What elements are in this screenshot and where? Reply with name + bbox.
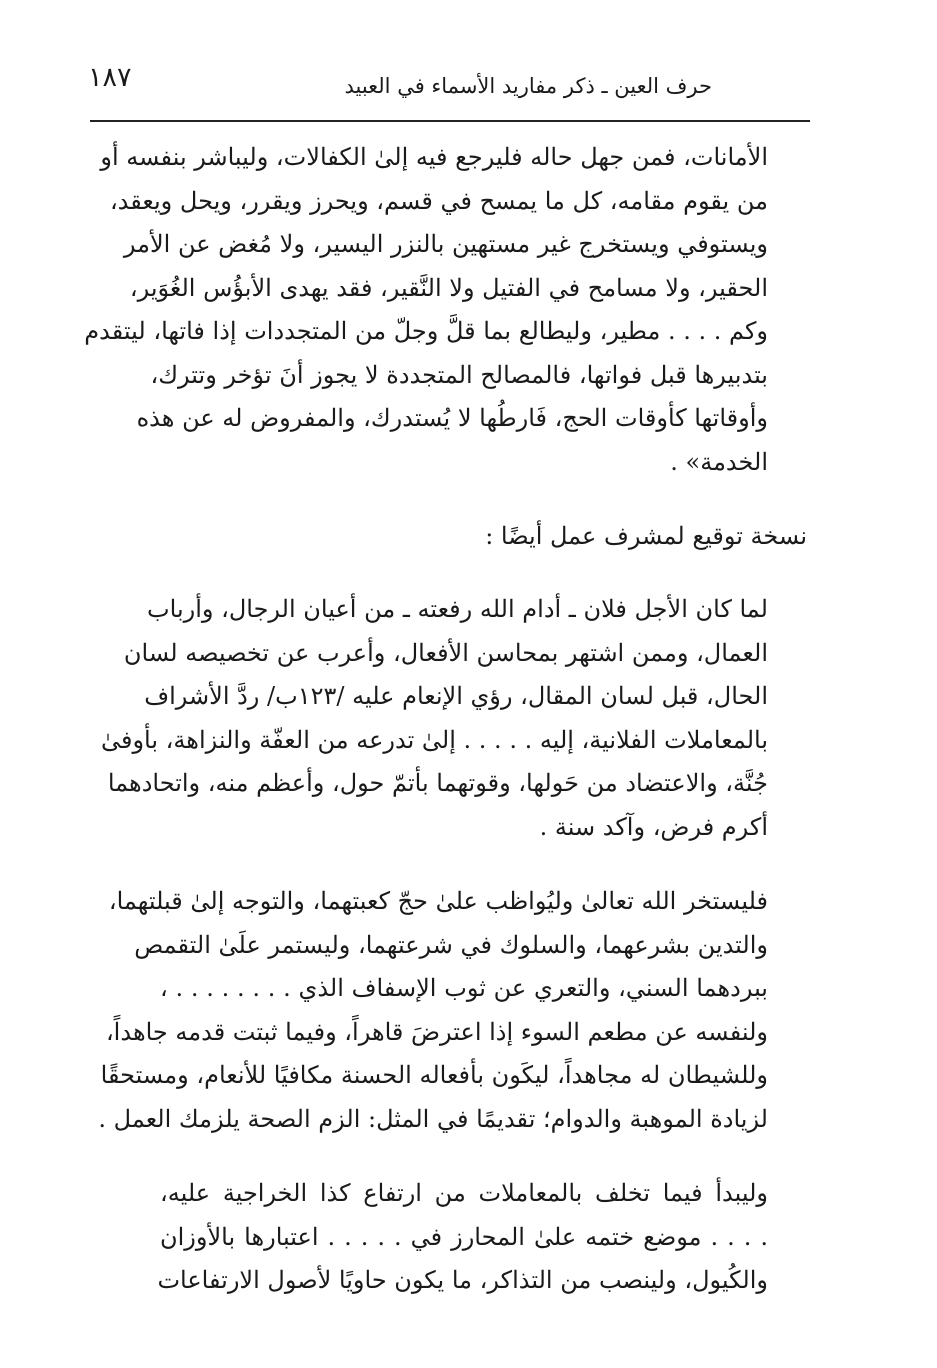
paragraph-continuation <box>84 136 768 484</box>
paragraph <box>98 880 768 1141</box>
text-line: والتدين بشرعهما، والسلوك في شرعتهما، وليستمر علَىٰ التقمص <box>134 930 768 959</box>
header-rule <box>90 120 810 122</box>
text-line: وأوقاتها كأوقات الحج، فَارطُها لا يُستدرك، والمفروض له عن هذه <box>136 404 768 432</box>
text-line: بالمعاملات الفلانية، إليه . . . . . إلىٰ تدرعه من العفّة والنزاهة، بأوفىٰ <box>100 725 768 754</box>
text-line: فليستخر الله تعالىٰ وليُواظب علىٰ حجّ كعبتهما، والتوجه إلىٰ قبلتهما، <box>108 887 768 915</box>
text-line: لما كان الأجل فلان ـ أدام الله رفعته ـ من أعيان الرجال، وأرباب <box>147 595 768 623</box>
text-line: وكم . . . . مطير، وليطالع بما قلَّ وجلّ من المتجددات إذا فاتها، ليتقدم <box>84 317 768 345</box>
page-number: ١٨٧ <box>88 62 132 93</box>
text-line: وليبدأ فيما تخلف بالمعاملات من ارتفاع كذا الخراجية عليه، <box>160 1179 768 1207</box>
text-line: . . . . موضع ختمه علىٰ المحارز في . . . . . اعتبارها بالأوزان <box>160 1222 768 1251</box>
text-line: الحقير، ولا مسامح في الفتيل ولا النَّقير، فقد يهدى الأبؤُس الغُوَير، <box>129 273 768 302</box>
text-line: العمال، وممن اشتهر بمحاسن الأفعال، وأعرب عن تخصيصه لسان <box>123 638 768 667</box>
text-line: أكرم فرض، وآكد سنة . <box>539 812 768 841</box>
text-line: بتدبيرها قبل فواتها، فالمصالح المتجددة لا يجوز أنَ تؤخر وتترك، <box>150 360 768 389</box>
text-line: ببردهما السني، والتعري عن ثوب الإسفاف الذي . . . . . . . . ، <box>160 974 768 1002</box>
text-line: الحال، قبل لسان المقال، رؤي الإنعام عليه /١٢٣ب/ ردَّ الأشراف <box>144 682 768 710</box>
text-line: الأمانات، فمن جهل حاله فليرجع فيه إلىٰ الكفالات، وليباشر بنفسه أو <box>100 143 768 171</box>
paragraph <box>157 1172 768 1303</box>
text-line: لزيادة الموهبة والدوام؛ تقديمًا في المثل: الزم الصحة يلزمك العمل . <box>98 1104 768 1133</box>
text-line: جُنَّة، والاعتضاد من حَولها، وقوتهما بأتمّ حول، وأعظم منه، واتحادهما <box>107 769 768 797</box>
text-line: ولنفسه عن مطعم السوء إذا اعترضَ قاهراً، وفيما ثبتت قدمه جاهداً، <box>105 1017 768 1046</box>
text-line: الخدمة» . <box>670 447 768 476</box>
text-line: من يقوم مقامه، كل ما يمسح في قسم، ويحرز ويقرر، ويحل ويعقد، <box>109 186 768 215</box>
text-line: وللشيطان له مجاهداً، ليكَون بأفعاله الحسنة مكافيًا للأنعام، ومستحقًا <box>100 1061 768 1089</box>
text-line: والكُيول، ولينصب من التذاكر، ما يكون حاويًا لأصول الارتفاعات <box>157 1266 768 1294</box>
paragraph <box>100 588 768 849</box>
text-line: ويستوفي ويستخرج غير مستهين بالنزر اليسير، ولا مُغض عن الأمر <box>123 230 768 258</box>
section-heading: نسخة توقيع لمشرف عمل أيضًا : <box>485 522 807 550</box>
running-head: حرف العين ـ ذكر مفاريد الأسماء في العبيد <box>344 74 712 98</box>
